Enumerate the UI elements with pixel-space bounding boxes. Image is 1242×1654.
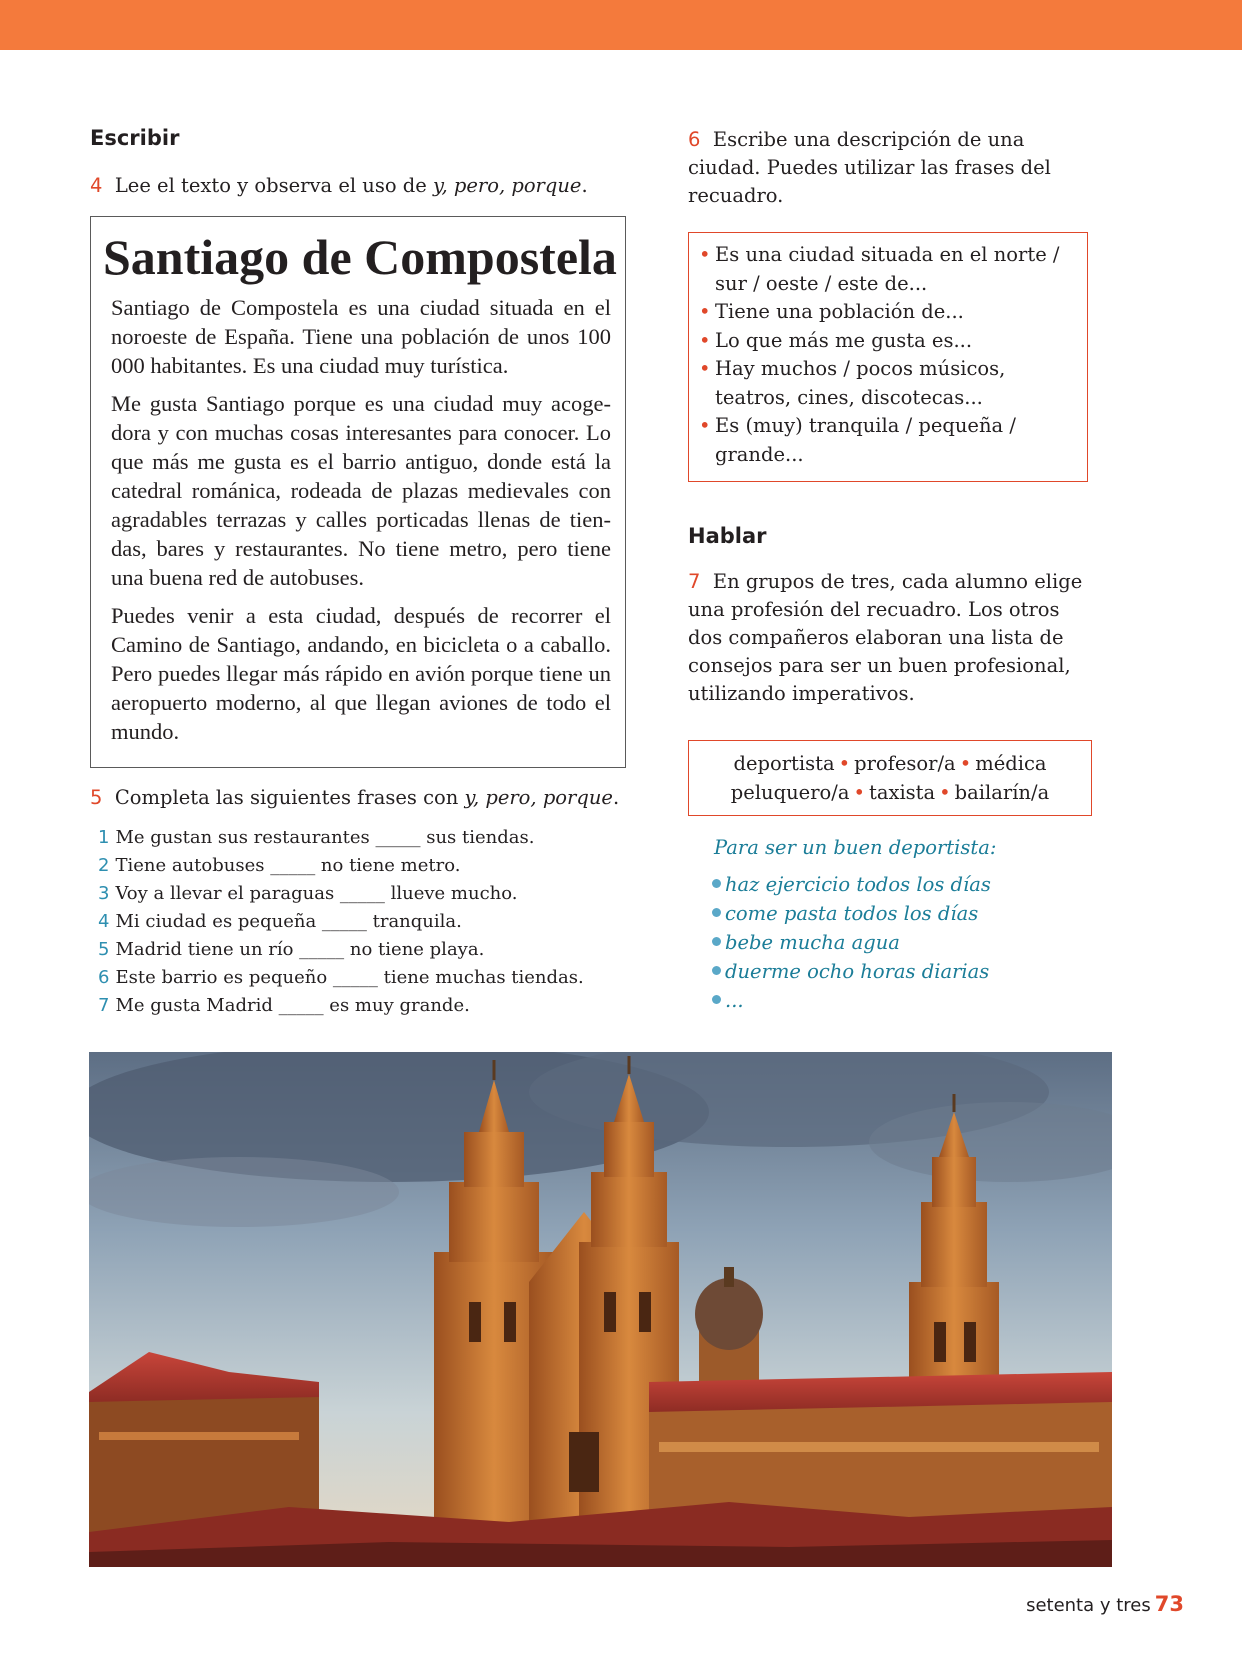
- bullet-dot: [712, 937, 721, 946]
- tip-text: bebe mucha agua: [725, 931, 900, 954]
- sentence-text: Me gustan sus restaurantes _____ sus tiendas.: [115, 827, 535, 848]
- tips-title: Para ser un buen deportista:: [714, 836, 997, 859]
- page-footer: [1026, 1592, 1184, 1616]
- bullet-dot: •: [838, 752, 851, 775]
- exercise-number: 7: [688, 570, 701, 593]
- tip-text: ...: [725, 989, 744, 1012]
- list-number: 6: [98, 967, 110, 988]
- exercise-7-instruction: [688, 568, 1098, 708]
- sentence-text: Tiene autobuses _____ no tiene metro.: [115, 855, 461, 876]
- exercise-number: 6: [688, 128, 701, 151]
- list-number: 3: [98, 883, 110, 904]
- exercise-number: 5: [90, 786, 103, 809]
- list-item: [712, 899, 991, 928]
- list-item: [98, 880, 638, 908]
- bullet-dot: [712, 995, 721, 1004]
- list-number: 5: [98, 939, 110, 960]
- list-item: • Es (muy) tranquila / pequeña / grande...: [699, 412, 1087, 469]
- sentence-text: Este barrio es pequeño _____ tiene muchas tiendas.: [115, 967, 584, 988]
- top-color-bar: [0, 0, 1242, 50]
- profession: profesor/a: [854, 752, 956, 775]
- reading-text-box: [90, 216, 626, 768]
- list-item: • Tiene una población de...: [699, 298, 1087, 327]
- profession: peluquero/a: [730, 781, 850, 804]
- sentence-text: Me gusta Madrid _____ es muy grande.: [115, 995, 470, 1016]
- tips-list: [712, 870, 991, 1015]
- reading-title: Santiago de Compostela: [103, 229, 617, 285]
- list-item: [98, 964, 638, 992]
- bullet-dot: •: [939, 781, 951, 804]
- list-item: • Lo que más me gusta es...: [699, 327, 1087, 356]
- instruction-text: En grupos de tres, cada alumno elige una profesión del recuadro. Los otros dos compañeros elaboran una lista de consejos para ser un buen profesional, utilizando imperativos.: [688, 570, 1083, 705]
- professions-box: [688, 740, 1092, 816]
- instruction-text: Lee el texto y observa el uso de: [114, 174, 434, 197]
- professions-row: [689, 778, 1091, 807]
- page-number: 73: [1154, 1592, 1184, 1616]
- tip-text: haz ejercicio todos los días: [725, 873, 991, 896]
- instruction-italic: y, pero, porque: [464, 786, 613, 809]
- bullet-dot: •: [959, 752, 972, 775]
- bullet-dot: [712, 908, 721, 917]
- sentence-text: Mi ciudad es pequeña _____ tranquila.: [115, 911, 462, 932]
- reading-paragraph: Santiago de Compostela es una ciudad situada en el noroeste de España. Tiene una población de unos 100 000 habitantes. Es una ciudad muy turística.: [111, 295, 611, 378]
- instruction-italic: y, pero, porque: [433, 174, 582, 197]
- list-item: • Es una ciudad situada en el norte / sur / oeste / este de...: [699, 241, 1087, 298]
- list-item: [98, 908, 638, 936]
- list-item: [712, 870, 991, 899]
- tip-text: duerme ocho horas diarias: [725, 960, 990, 983]
- cathedral-photo: [89, 1052, 1112, 1567]
- phrases-list: [699, 241, 1087, 469]
- instruction-end: .: [581, 174, 588, 197]
- tip-text: come pasta todos los días: [725, 902, 979, 925]
- phrases-box: [688, 232, 1088, 482]
- section-heading-hablar: Hablar: [688, 524, 767, 548]
- list-item: [98, 852, 638, 880]
- bullet-dot: •: [853, 781, 865, 804]
- sentence-text: Voy a llevar el paraguas _____ llueve mucho.: [115, 883, 518, 904]
- exercise-6-instruction: [688, 126, 1088, 210]
- exercise-5-sentences: [98, 824, 638, 1020]
- sentence-text: Madrid tiene un río _____ no tiene playa.: [115, 939, 485, 960]
- bullet-dot: [712, 966, 721, 975]
- profession: taxista: [868, 781, 936, 804]
- cathedral-illustration: [89, 1052, 1112, 1567]
- exercise-5-instruction: [90, 784, 619, 812]
- reading-body: [111, 293, 611, 755]
- reading-paragraph: Puedes venir a esta ciudad, después de recorrer el Camino de Santiago, andando, en bicicleta o a caballo. Pero puedes llegar más rápido en avión porque tiene un aeropuerto moderno, al que llegan aviones de todo el mundo.: [111, 603, 611, 744]
- list-number: 4: [98, 911, 110, 932]
- exercise-4-instruction: [90, 172, 588, 200]
- professions-row: [689, 749, 1091, 778]
- instruction-end: .: [612, 786, 620, 809]
- profession: deportista: [733, 752, 835, 775]
- list-number: 1: [98, 827, 110, 848]
- exercise-number: 4: [90, 174, 103, 197]
- profession: bailarín/a: [954, 781, 1050, 804]
- list-item: • Hay muchos / pocos músicos, teatros, cines, discotecas...: [699, 355, 1087, 412]
- list-item: [98, 936, 638, 964]
- list-item: [712, 986, 991, 1015]
- instruction-text: Escribe una descripción de una ciudad. Puedes utilizar las frases del recuadro.: [688, 128, 1051, 207]
- list-item: [98, 992, 638, 1020]
- list-number: 2: [98, 855, 110, 876]
- list-item: [98, 824, 638, 852]
- bullet-dot: [712, 879, 721, 888]
- list-number: 7: [98, 995, 110, 1016]
- footer-text: setenta y tres: [1026, 1595, 1151, 1616]
- instruction-text: Completa las siguientes frases con: [114, 786, 465, 809]
- list-item: [712, 928, 991, 957]
- reading-paragraph: Me gusta Santiago porque es una ciudad muy acogedora y con muchas cosas interesantes para conocer. Lo que más me gusta es el barrio antiguo, donde está la catedral románica, rodeada de plazas medievales con agradables terrazas y calles porticadas llenas de tiendas, bares y restaurantes. No tiene metro, pero tiene una buena red de autobuses.: [111, 391, 611, 590]
- profession: médica: [975, 752, 1047, 775]
- list-item: [712, 957, 991, 986]
- section-heading-escribir: Escribir: [90, 126, 180, 150]
